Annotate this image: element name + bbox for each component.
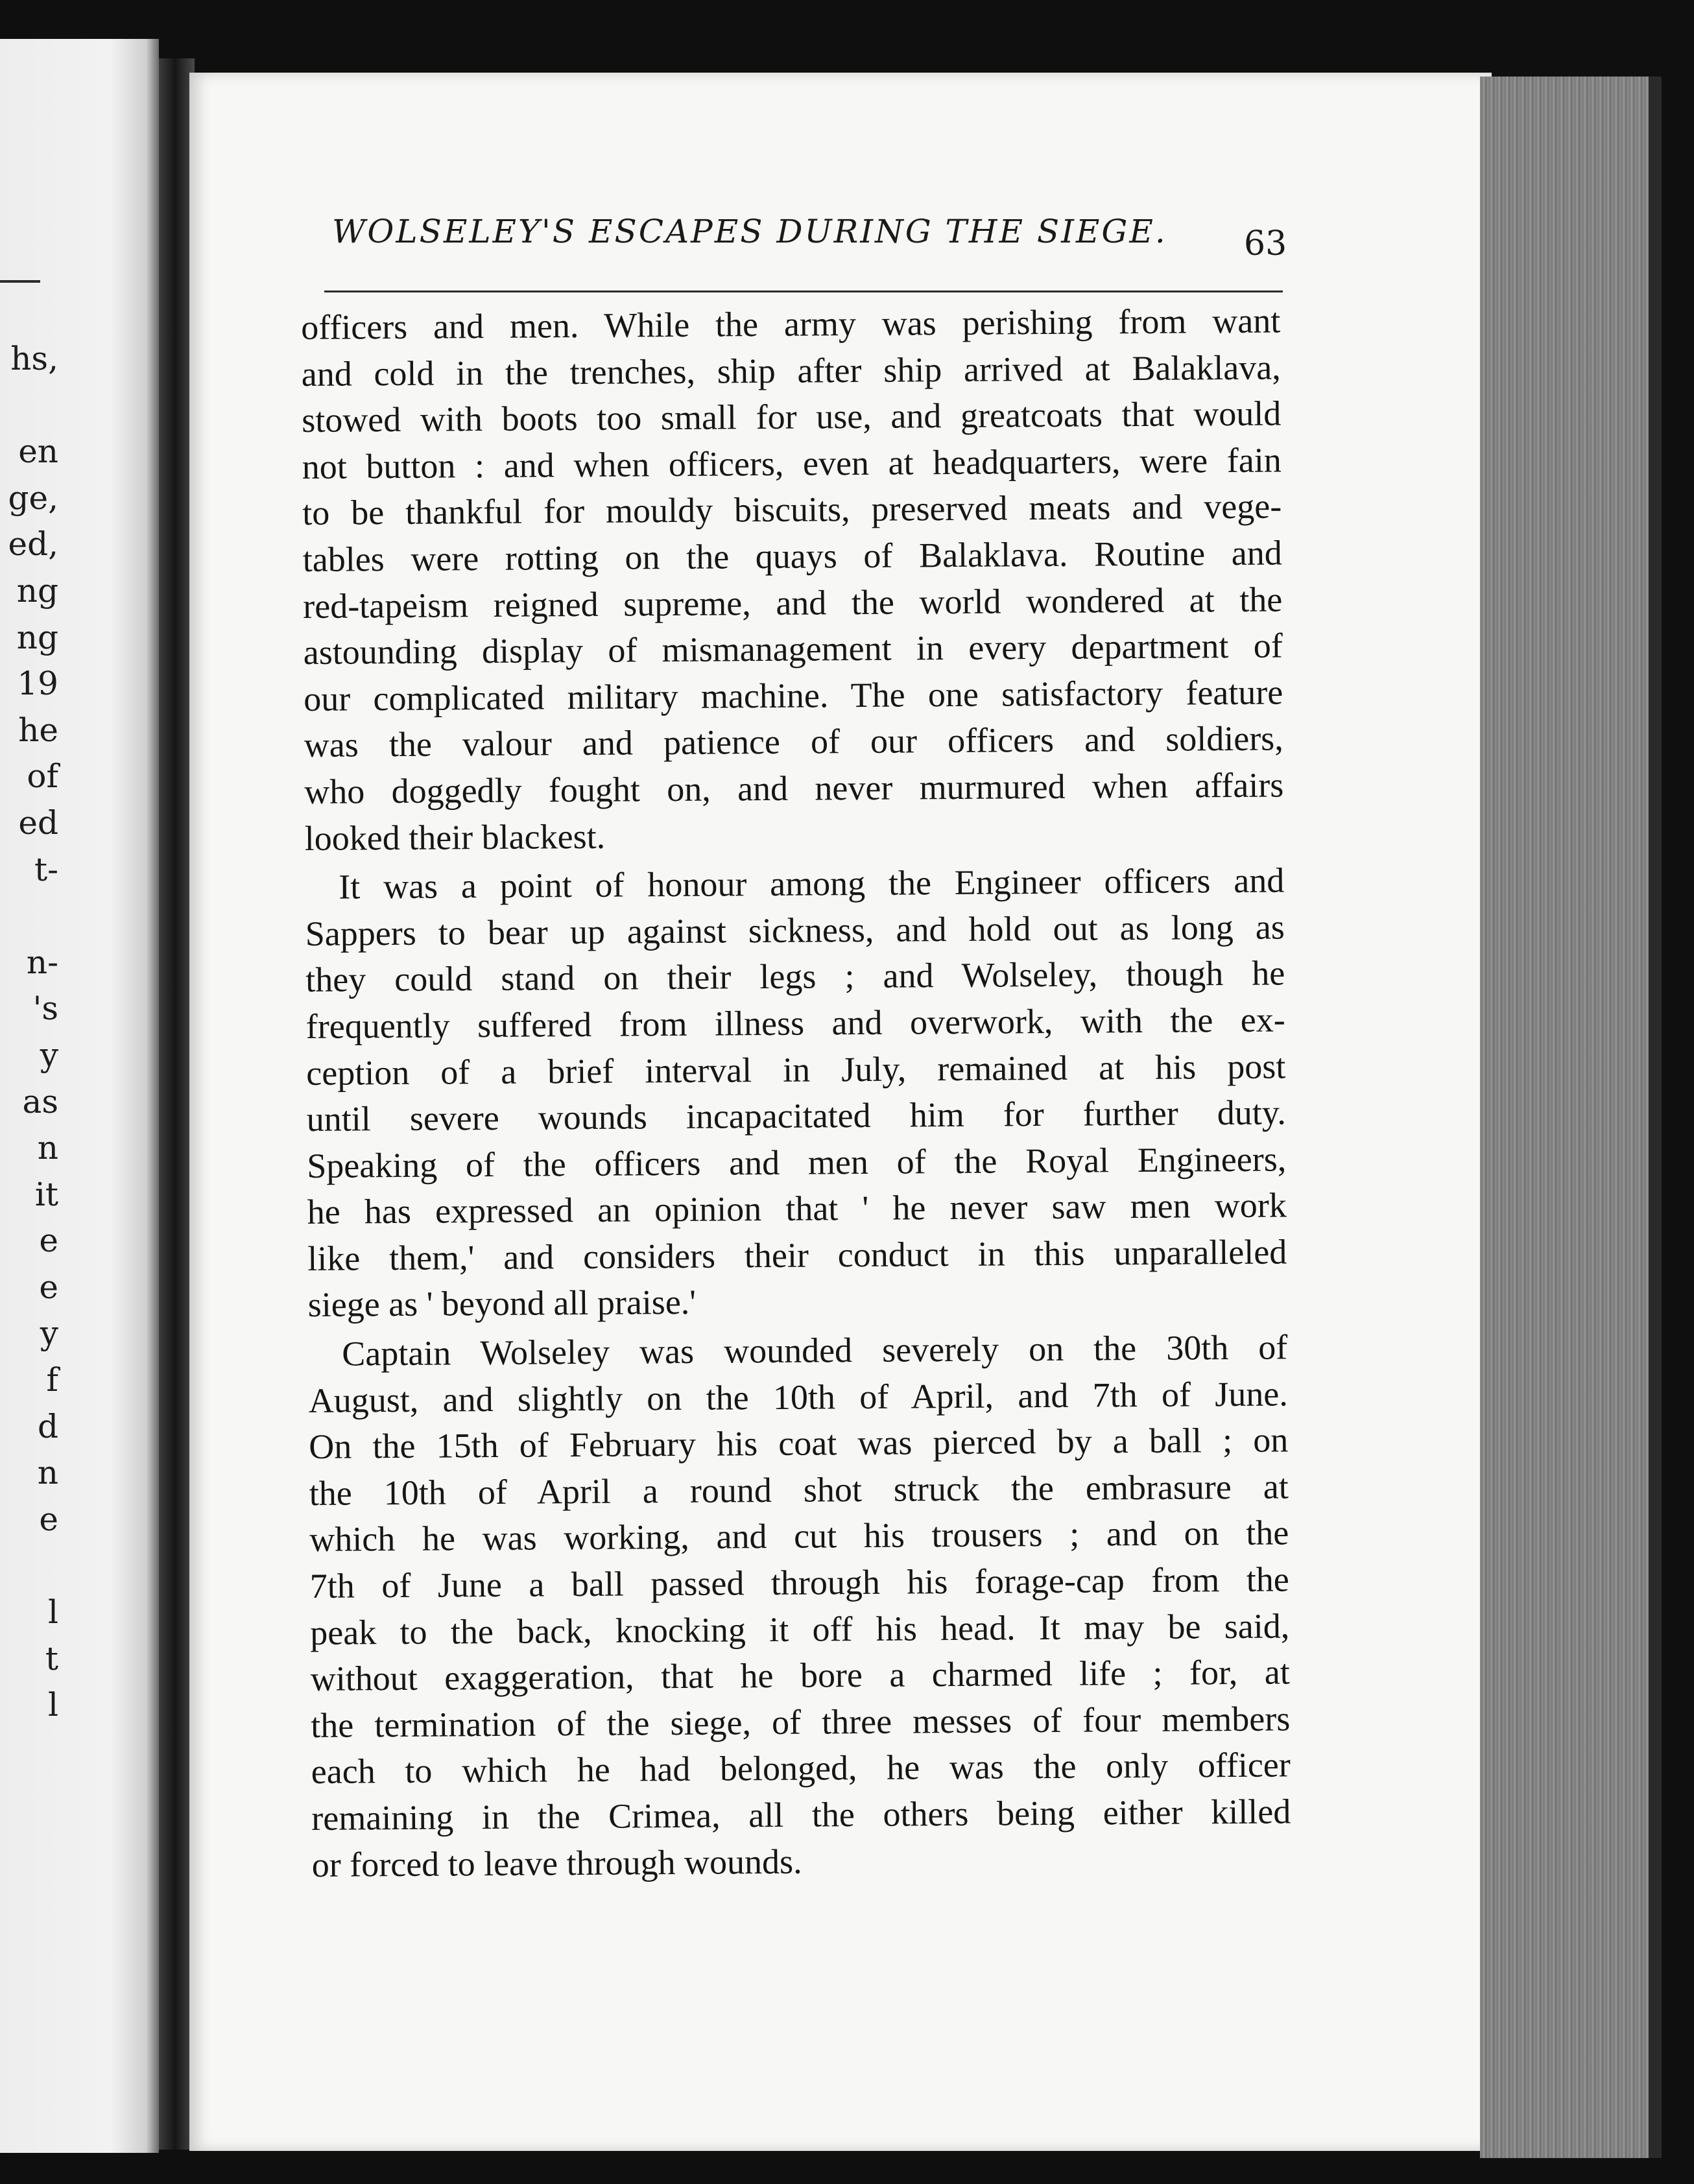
facing-page-fragment: t- xyxy=(34,850,58,888)
text-line: the termination of the siege, of three messes of four members xyxy=(311,1699,1291,1745)
facing-page-fragment: 's xyxy=(32,990,58,1028)
text-line: our complicated military machine. The one satisfactory feature xyxy=(304,672,1283,718)
text-line: tables were rotting on the quays of Balaklava. Routine and xyxy=(302,533,1282,579)
text-line: August, and slightly on the 10th of April, and 7th of June. xyxy=(308,1374,1288,1420)
text-line: astounding display of mismanagement in every department of xyxy=(303,626,1283,672)
facing-page-fragment: t xyxy=(45,1639,58,1678)
facing-page-fragment xyxy=(0,1729,58,1775)
paragraph xyxy=(301,298,1284,862)
facing-page-fragment: y xyxy=(40,1314,58,1353)
facing-page-fragment xyxy=(0,1775,58,1822)
text-line: and cold in the trenches, ship after ship arrived at Balaklava, xyxy=(301,348,1281,394)
text-line: who doggedly fought on, and never murmured when affairs xyxy=(304,765,1284,811)
text-line: Speaking of the officers and men of the Royal Engineers, xyxy=(307,1139,1287,1185)
text-line: 7th of June a ball passed through his forage-cap from the xyxy=(309,1560,1289,1606)
text-line: they could stand on their legs ; and Wolseley, though he xyxy=(305,953,1285,1000)
page-block-edges xyxy=(1480,77,1655,2158)
facing-page-fragment: ng xyxy=(16,571,58,610)
text-line: not button : and when officers, even at headquarters, were fain xyxy=(302,440,1282,486)
facing-page-fragment xyxy=(0,1543,58,1589)
text-line: Captain Wolseley was wounded severely on the 30th of xyxy=(342,1327,1288,1373)
facing-page-fragment: e xyxy=(39,1268,58,1306)
text-line: which he was working, and cut his trousers ; and on the xyxy=(309,1513,1289,1560)
text-line: without exaggeration, that he bore a charmed life ; for, at xyxy=(310,1652,1290,1699)
facing-page-left xyxy=(0,39,159,2153)
facing-page-fragment: as xyxy=(22,1082,58,1121)
facing-page-fragment: d xyxy=(37,1407,58,1445)
facing-page-fragment: f xyxy=(46,1361,58,1399)
paragraph xyxy=(305,858,1287,1329)
text-line: It was a point of honour among the Engineer officers and xyxy=(339,861,1285,907)
facing-page-fragment: e xyxy=(39,1222,58,1260)
text-line: until severe wounds incapacitated him for further duty. xyxy=(306,1093,1286,1139)
facing-page-fragment: e xyxy=(39,1500,58,1538)
facing-page-fragment: it xyxy=(34,1175,58,1213)
text-line: he has expressed an opinion that ' he never saw men work xyxy=(307,1185,1287,1232)
text-line: the 10th of April a round shot struck the embrasure at xyxy=(309,1467,1289,1513)
page-number: 63 xyxy=(1244,224,1287,263)
text-line: each to which he had belonged, he was the only officer xyxy=(311,1745,1291,1792)
text-line: remaining in the Crimea, all the others being either killed xyxy=(311,1792,1291,1838)
facing-page-fragment: y xyxy=(40,1036,58,1074)
facing-page-fragment: ed xyxy=(18,803,58,842)
facing-page-text-fragments xyxy=(0,336,58,1822)
facing-page-fragment: he xyxy=(18,711,58,749)
text-line: looked their blackest. xyxy=(304,816,606,858)
facing-page-fragment: ed, xyxy=(8,525,58,564)
facing-page-fragment: en xyxy=(18,433,58,471)
text-line: Sappers to bear up against sickness, and hold out as long as xyxy=(305,907,1285,953)
facing-page-fragment: 19 xyxy=(17,665,58,703)
facing-page-fragment: ge, xyxy=(8,479,58,517)
text-line: to be thankful for mouldy biscuits, preserved meats and vege- xyxy=(302,486,1282,533)
body-text xyxy=(301,298,1291,1891)
facing-page-fragment xyxy=(0,383,58,429)
text-line: frequently suffered from illness and overwork, with the ex- xyxy=(305,1000,1285,1046)
facing-page-fragment: l xyxy=(48,1593,58,1632)
text-line: stowed with boots too small for use, and greatcoats that would xyxy=(302,394,1282,440)
facing-page-head-rule xyxy=(0,280,40,283)
text-line: was the valour and patience of our officers and soldiers, xyxy=(304,718,1283,765)
facing-page-fragment: n xyxy=(37,1454,58,1492)
paragraph xyxy=(308,1324,1291,1888)
text-line: red-tapeism reigned supreme, and the world wondered at the xyxy=(303,580,1283,626)
running-head: WOLSELEY'S ESCAPES DURING THE SIEGE. xyxy=(332,213,1167,250)
running-head-rule xyxy=(324,291,1283,292)
facing-page-fragment: ng xyxy=(16,618,58,656)
text-line: like them,' and considers their conduct in this unparalleled xyxy=(307,1232,1287,1278)
facing-page-fragment: n xyxy=(37,1129,58,1167)
text-line: officers and men. While the army was perishing from want xyxy=(301,301,1281,347)
text-line: or forced to leave through wounds. xyxy=(311,1842,802,1884)
facing-page-fragment xyxy=(0,893,58,940)
text-line: ception of a brief interval in July, remained at his post xyxy=(306,1046,1286,1093)
text-line: siege as ' beyond all praise.' xyxy=(307,1283,697,1325)
text-line: On the 15th of February his coat was pierced by a ball ; on xyxy=(309,1420,1289,1467)
facing-page-fragment: n- xyxy=(26,943,58,981)
facing-page-fragment: hs, xyxy=(10,340,58,377)
text-line: peak to the back, knocking it off his head. It may be said, xyxy=(310,1606,1290,1652)
facing-page-fragment: of xyxy=(27,757,58,796)
facing-page-fragment: l xyxy=(48,1686,58,1724)
